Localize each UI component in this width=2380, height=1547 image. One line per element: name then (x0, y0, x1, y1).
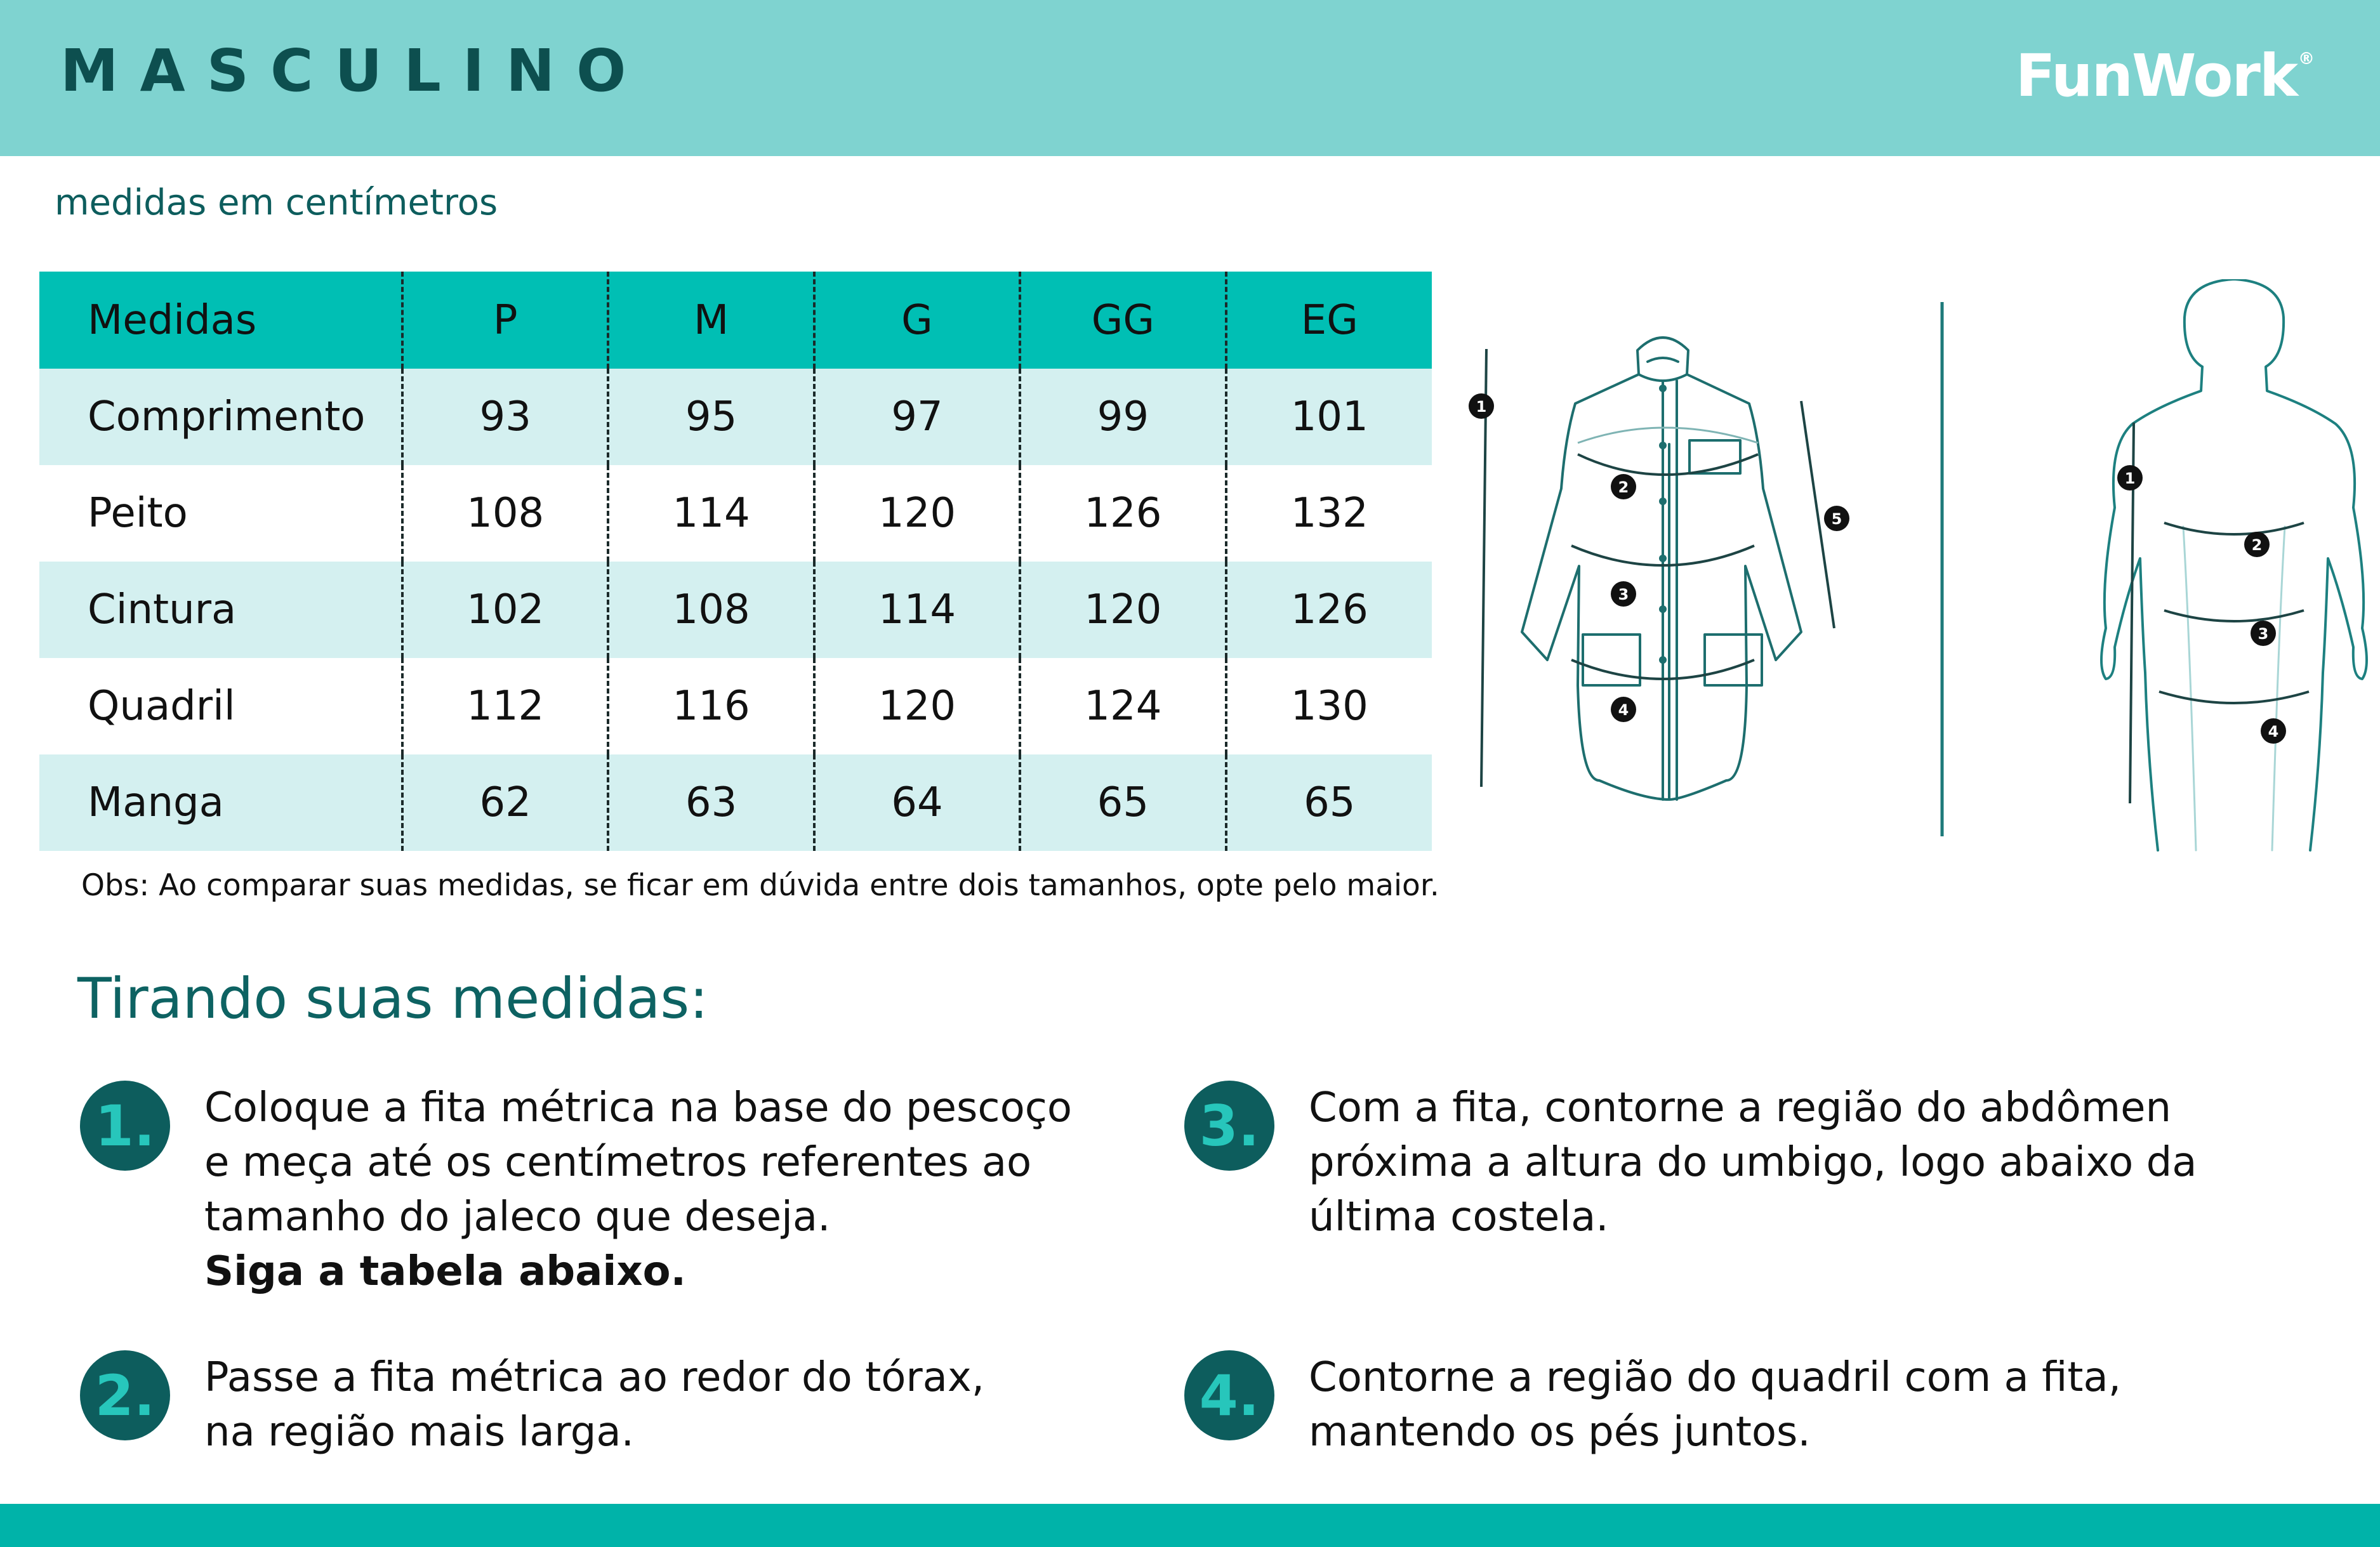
step-line: próxima a altura do umbigo, logo abaixo da (1309, 1139, 2197, 1186)
table-row (39, 465, 1432, 562)
table-row (39, 562, 1432, 658)
row-label: Comprimento (39, 369, 402, 465)
table-cell: 63 (608, 754, 814, 851)
step-emphasis: Siga a tabela abaixo. (204, 1248, 686, 1295)
table-cell: 130 (1226, 658, 1432, 754)
row-label: Cintura (39, 562, 402, 658)
table-cell: 65 (1226, 754, 1432, 851)
page-title: MASCULINO (60, 37, 648, 105)
coat-measure-lines (1481, 349, 1834, 787)
body-measure-lines (2130, 423, 2309, 803)
row-label: Manga (39, 754, 402, 851)
table-cell: 99 (1020, 369, 1226, 465)
step-line: última costela. (1309, 1194, 1609, 1241)
table-cell: 120 (814, 465, 1020, 562)
step-line: e meça até os centímetros referentes ao (204, 1139, 1032, 1186)
brand-logo (2015, 42, 2313, 110)
table-cell: 114 (608, 465, 814, 562)
table-cell: 132 (1226, 465, 1432, 562)
step-number-badge: 3. (1184, 1081, 1274, 1171)
row-label: Peito (39, 465, 402, 562)
marker-label: 4 (2268, 723, 2279, 741)
header-cell: EG (1226, 272, 1432, 369)
table-cell: 102 (402, 562, 608, 658)
note-text: Obs: Ao comparar suas medidas, se ficar em dúvida entre dois tamanhos, opte pelo maior. (81, 868, 1439, 903)
step-line: mantendo os pés juntos. (1309, 1409, 1811, 1456)
header-banner (0, 0, 2380, 156)
marker-label: 1 (2124, 470, 2136, 487)
marker-label: 3 (2258, 625, 2269, 643)
table-cell: 64 (814, 754, 1020, 851)
table-cell: 108 (608, 562, 814, 658)
footer-bar (0, 1504, 2380, 1547)
table-cell: 62 (402, 754, 608, 851)
marker-label: 4 (1618, 701, 1629, 719)
step-line: Passe a fita métrica ao redor do tórax, (204, 1354, 985, 1401)
table-cell: 101 (1226, 369, 1432, 465)
table-cell: 108 (402, 465, 608, 562)
table-header-row (39, 272, 1432, 369)
header-cell: G (814, 272, 1020, 369)
step-line: Com a fita, contorne a região do abdômen (1309, 1084, 2172, 1131)
table-cell: 93 (402, 369, 608, 465)
table-row (39, 369, 1432, 465)
marker-label: 5 (1831, 510, 1842, 528)
table-cell: 65 (1020, 754, 1226, 851)
table-cell: 116 (608, 658, 814, 754)
coat-markers (1469, 393, 1849, 722)
table-cell: 120 (1020, 562, 1226, 658)
step-text (204, 1350, 1194, 1459)
header-cell: M (608, 272, 814, 369)
body-drawing (2101, 279, 2367, 850)
brand-name: FunWork (2015, 42, 2297, 110)
marker-label: 3 (1618, 586, 1629, 603)
table-cell: 120 (814, 658, 1020, 754)
table-row (39, 658, 1432, 754)
size-table (39, 272, 1432, 851)
table-cell: 95 (608, 369, 814, 465)
header-cell: GG (1020, 272, 1226, 369)
step-number-badge: 2. (80, 1350, 170, 1440)
step-line: na região mais larga. (204, 1409, 634, 1456)
step-number-badge: 4. (1184, 1350, 1274, 1440)
header-cell: P (402, 272, 608, 369)
registered-mark: ® (2298, 49, 2313, 69)
row-label: Quadril (39, 658, 402, 754)
marker-label: 2 (1618, 478, 1629, 496)
step-text (204, 1081, 1194, 1299)
table-cell: 124 (1020, 658, 1226, 754)
table-cell: 97 (814, 369, 1020, 465)
table-cell: 114 (814, 562, 1020, 658)
marker-label: 2 (2251, 536, 2263, 554)
step-line: Contorne a região do quadril com a fita, (1309, 1354, 2122, 1401)
header-cell: Medidas (39, 272, 402, 369)
step-number-badge: 1. (80, 1081, 170, 1171)
marker-label: 1 (1476, 398, 1487, 416)
step-line: tamanho do jaleco que deseja. (204, 1194, 831, 1241)
measurement-illustration (1453, 279, 2374, 863)
table-cell: 112 (402, 658, 608, 754)
coat-drawing (1522, 338, 1801, 800)
section-title: Tirando suas medidas: (77, 966, 708, 1031)
table-row (39, 754, 1432, 851)
table-cell: 126 (1226, 562, 1432, 658)
units-subtitle: medidas em centímetros (55, 182, 498, 223)
table-cell: 126 (1020, 465, 1226, 562)
step-text (1309, 1350, 2299, 1459)
step-text (1309, 1081, 2299, 1244)
step-line: Coloque a fita métrica na base do pescoço (204, 1084, 1073, 1131)
